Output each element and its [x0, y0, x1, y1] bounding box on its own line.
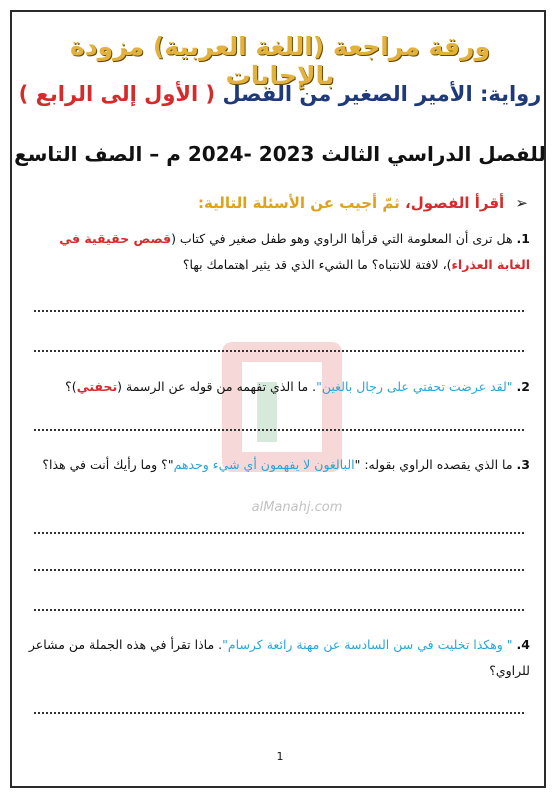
- answer-line: [34, 712, 524, 714]
- instruction-part1: أقرأ الفصول،: [405, 194, 505, 212]
- answer-line: [34, 532, 524, 534]
- term-grade-line: للفصل الدراسي الثالث 2023 -2024 م – الصف التاسع: [14, 142, 546, 166]
- page-title: ورقة مراجعة (اللغة العربية) مزودة بالإجابات: [70, 32, 490, 90]
- watermark-text: alManahj.com: [251, 500, 343, 515]
- arrow-icon: ➢: [515, 194, 528, 212]
- answer-line: [34, 609, 524, 611]
- answer-line: [34, 429, 524, 431]
- question-1: 1. هل ترى أن المعلومة التي قرأها الراوي وهو طفل صغير في كتاب (قصص حقيقية في الغابة العذراء)، لافتة للانتباه؟ ما الشيء الذي قد يثير اهتمامك بها؟: [59, 231, 530, 272]
- instruction-part2: ثمّ أجيب عن الأسئلة التالية:: [198, 194, 400, 212]
- worksheet-page: [10, 10, 546, 788]
- answer-line: [34, 310, 524, 312]
- subtitle-prefix: رواية: الأمير الصغير من الفصل: [222, 82, 542, 106]
- question-2: 2. "لقد عرضت تحفتي على رجال بالغين". ما الذي تفهمه من قوله عن الرسمة (تحفتي)؟: [65, 379, 530, 394]
- question-4: 4. " وهكذا تخليت في سن السادسة عن مهنة رائعة كرسام". ماذا تقرأ في هذه الجملة من مشاعر للراوي؟: [28, 637, 530, 678]
- page-number: 1: [276, 750, 284, 763]
- subtitle-chapter-range: ( الأول إلى الرابع ): [18, 82, 216, 106]
- instruction-line: [198, 194, 528, 212]
- answer-line: [34, 569, 524, 571]
- question-3: 3. ما الذي يقصده الراوي بقوله: "البالغون لا يفهمون أي شيء وحدهم"؟ وما رأيك أنت في هذا؟: [42, 457, 530, 472]
- answer-line: [34, 350, 524, 352]
- novel-subtitle: [12, 82, 548, 106]
